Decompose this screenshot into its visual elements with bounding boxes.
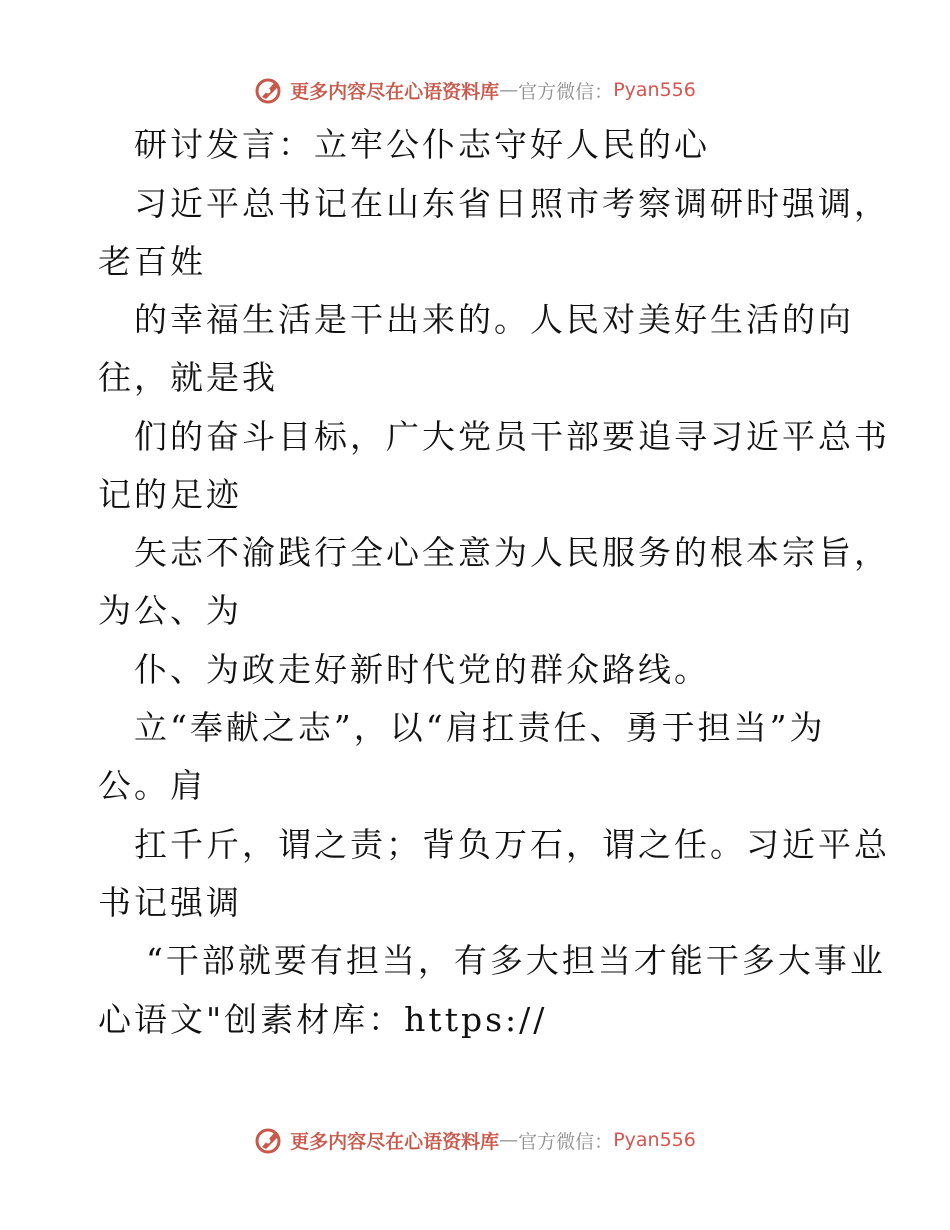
banner-wechat-label: 官方微信：	[518, 80, 614, 103]
banner-wechat-id: Pyan556	[613, 79, 696, 101]
pen-nib-logo-icon	[254, 1125, 284, 1155]
text-line: 扛千斤，谓之责；背负万石，谓之任。习近平总	[134, 825, 890, 864]
text-line: 矢志不渝践行全心全意为人民服务的根本宗旨，	[134, 533, 890, 572]
banner-site-text: 更多内容尽在心语资料库	[290, 1130, 500, 1153]
text-line: 往，就是我	[98, 358, 278, 397]
text-line: 的幸福生活是干出来的。人民对美好生活的向	[134, 300, 854, 339]
text-line: 书记强调	[98, 883, 242, 922]
banner-site-text: 更多内容尽在心语资料库	[290, 80, 500, 103]
text-line: 立“奉献之志”，以“肩扛责任、勇于担当”为	[134, 708, 826, 747]
text-line: 习近平总书记在山东省日照市考察调研时强调，	[134, 184, 890, 223]
banner-wechat-label: 官方微信：	[518, 1130, 614, 1153]
text-line: “干部就要有担当，有多大担当才能干多大事业	[146, 941, 886, 980]
banner-dash: —	[499, 79, 519, 101]
text-line: 为公、为	[98, 591, 242, 630]
text-line: 们的奋斗目标，广大党员干部要追寻习近平总书	[134, 417, 890, 456]
footer-banner	[0, 1120, 950, 1160]
header-banner	[0, 70, 950, 110]
text-line: 仆、为政走好新时代党的群众路线。	[134, 650, 710, 689]
text-line: 老百姓	[98, 242, 206, 281]
text-line: 心语文"创素材库：https://	[98, 1000, 548, 1039]
banner-wechat-id: Pyan556	[613, 1129, 696, 1151]
document-title: 研讨发言：立牢公仆志守好人民的心	[134, 125, 710, 164]
text-line: 记的足迹	[98, 475, 242, 514]
banner-dash: —	[499, 1129, 519, 1151]
pen-nib-logo-icon	[254, 75, 284, 105]
text-line: 公。肩	[98, 766, 206, 805]
